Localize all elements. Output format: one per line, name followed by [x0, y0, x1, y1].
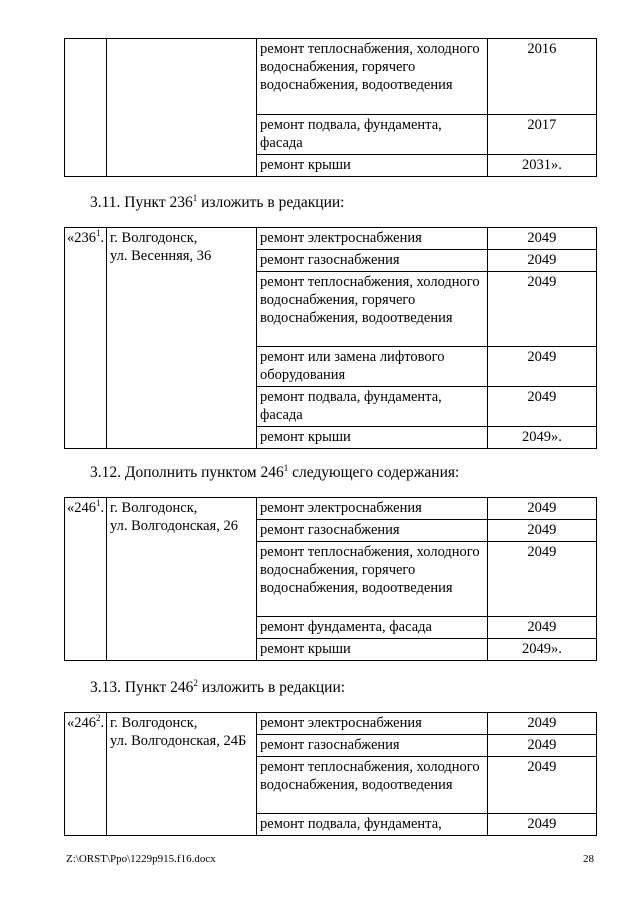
work-cell: ремонт подвала, фундамента,: [257, 814, 488, 836]
footer-file-path: Z:\ORST\Ppo\1229p915.f16.docx: [66, 853, 216, 865]
work-cell: ремонт теплоснабжения, холодного водоснабжения, горячего водоснабжения, водоотведения: [257, 39, 488, 115]
table-row: [65, 713, 597, 735]
work-cell: ремонт подвала, фундамента, фасада: [257, 115, 488, 155]
work-cell: ремонт электроснабжения: [257, 713, 488, 735]
table-item-246-1: [64, 497, 597, 661]
year-cell: 2049: [487, 272, 596, 347]
table-item-246-2: [64, 712, 597, 836]
year-cell: 2049: [487, 250, 596, 272]
number-cell: [65, 39, 107, 177]
work-cell: ремонт электроснабжения: [257, 498, 488, 520]
table-item-236-1: [64, 227, 597, 449]
work-cell: ремонт газоснабжения: [257, 250, 488, 272]
year-cell: 2049».: [487, 639, 596, 661]
year-cell: 2049: [487, 713, 596, 735]
table-row: [65, 228, 597, 250]
year-cell: 2031».: [487, 155, 596, 177]
year-cell: 2017: [487, 115, 596, 155]
table-continuation: [64, 38, 597, 177]
year-cell: 2049: [487, 542, 596, 617]
year-cell: 2049: [487, 757, 596, 814]
address-cell: г. Волгодонск, ул. Волгодонская, 26: [106, 498, 256, 661]
number-cell: «$246^2$.: [65, 713, 107, 836]
year-cell: 2049: [487, 520, 596, 542]
year-cell: 2049: [487, 617, 596, 639]
address-cell: [106, 39, 256, 177]
work-cell: ремонт теплоснабжения, холодного водоснабжения, водоотведения: [257, 757, 488, 814]
address-cell: г. Волгодонск, ул. Весенняя, 36: [106, 228, 256, 449]
footer-page-number: 28: [583, 853, 594, 865]
work-cell: ремонт газоснабжения: [257, 735, 488, 757]
number-cell: «$236^1$.: [65, 228, 107, 449]
address-cell: г. Волгодонск, ул. Волгодонская, 24Б: [106, 713, 256, 836]
work-cell: ремонт крыши: [257, 155, 488, 177]
year-cell: 2049: [487, 498, 596, 520]
year-cell: 2049: [487, 735, 596, 757]
work-cell: ремонт газоснабжения: [257, 520, 488, 542]
number-cell: «$246^1$.: [65, 498, 107, 661]
work-cell: ремонт или замена лифтового оборудования: [257, 347, 488, 387]
table-row: [65, 498, 597, 520]
year-cell: 2049: [487, 814, 596, 836]
year-cell: 2049».: [487, 427, 596, 449]
work-cell: ремонт фундамента, фасада: [257, 617, 488, 639]
work-cell: ремонт теплоснабжения, холодного водоснабжения, горячего водоснабжения, водоотведения: [257, 272, 488, 347]
work-cell: ремонт крыши: [257, 639, 488, 661]
paragraph-3-13: 3.13. Пункт $246^2$ изложить в редакции:: [90, 677, 346, 696]
year-cell: 2049: [487, 347, 596, 387]
table-row: [65, 39, 597, 115]
paragraph-3-11: 3.11. Пункт $236^1$ изложить в редакции:: [90, 192, 345, 211]
paragraph-3-12: 3.12. Дополнить пунктом $246^1$ следующего содержания:: [90, 462, 460, 481]
year-cell: 2049: [487, 387, 596, 427]
work-cell: ремонт теплоснабжения, холодного водоснабжения, горячего водоснабжения, водоотведения: [257, 542, 488, 617]
year-cell: 2016: [487, 39, 596, 115]
work-cell: ремонт электроснабжения: [257, 228, 488, 250]
work-cell: ремонт подвала, фундамента, фасада: [257, 387, 488, 427]
work-cell: ремонт крыши: [257, 427, 488, 449]
year-cell: 2049: [487, 228, 596, 250]
